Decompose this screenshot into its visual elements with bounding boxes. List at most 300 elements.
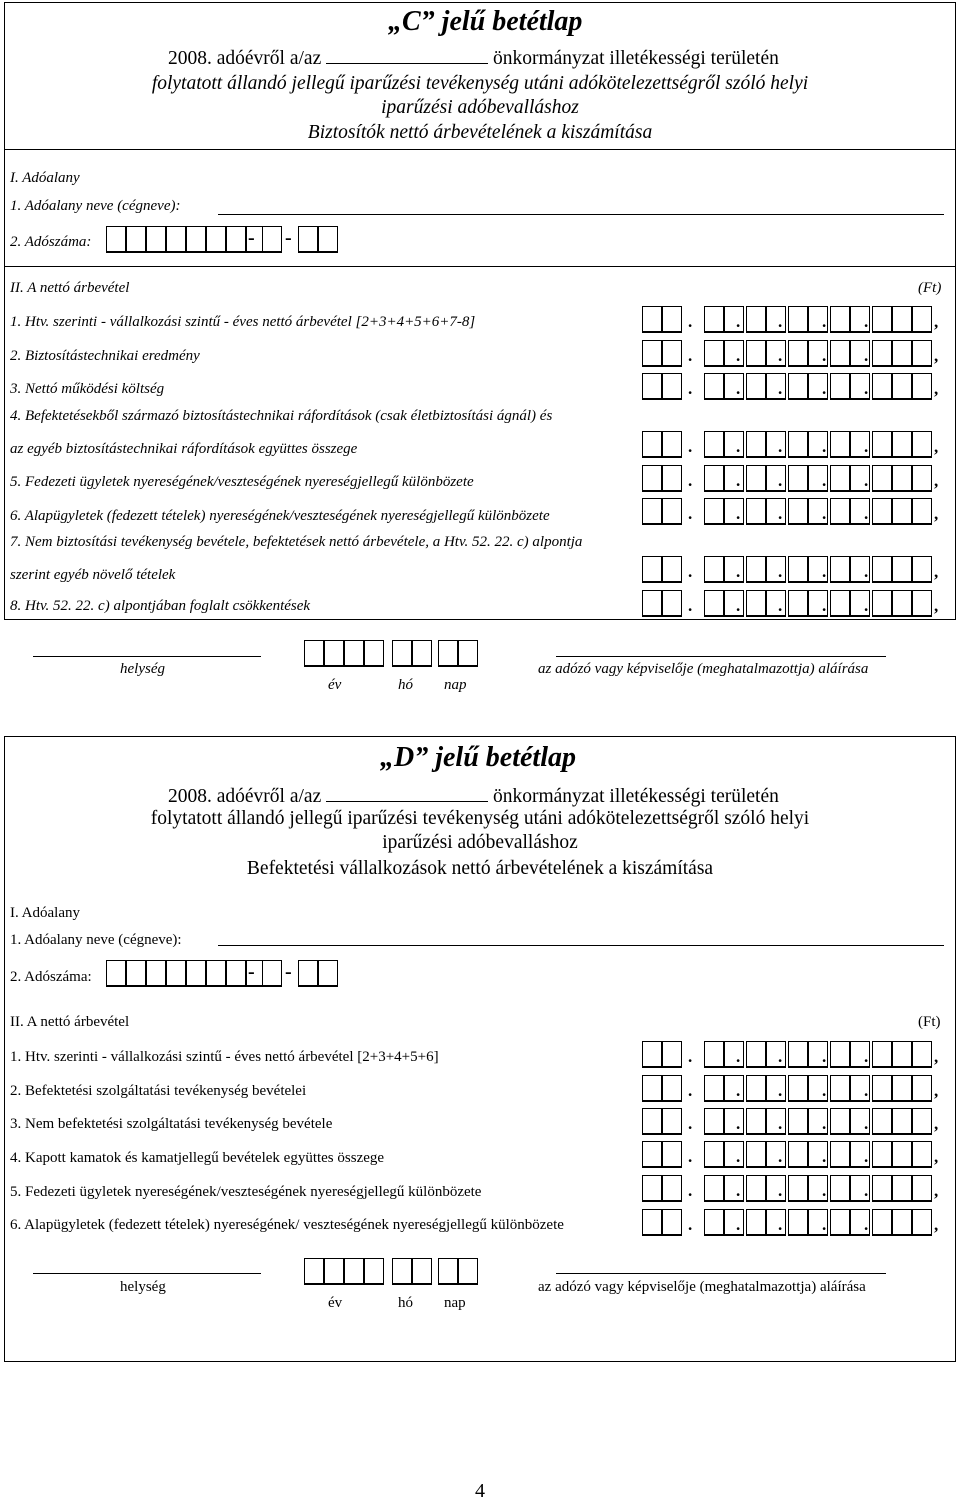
amount-digit-box[interactable]	[892, 556, 912, 583]
amount-dot: .	[736, 1047, 741, 1066]
amount-digit-box[interactable]	[892, 1075, 912, 1102]
amount-digit-box[interactable]	[746, 373, 766, 400]
taxnum-box[interactable]	[262, 226, 282, 253]
taxnum-box[interactable]	[226, 226, 246, 253]
amount-field[interactable]	[642, 431, 942, 458]
amount-digit-box[interactable]	[766, 431, 786, 458]
taxnum-box[interactable]	[186, 226, 206, 253]
amount-dot: .	[778, 1081, 783, 1100]
amount-digit-box[interactable]	[912, 340, 932, 367]
amount-digit-box[interactable]	[912, 498, 932, 525]
amount-digit-box[interactable]	[892, 465, 912, 492]
amount-digit-box[interactable]	[872, 1141, 892, 1168]
amount-digit-box[interactable]	[746, 556, 766, 583]
amount-digit-box[interactable]	[642, 556, 662, 583]
amount-digit-box[interactable]	[872, 1075, 892, 1102]
amount-digit-box[interactable]	[912, 1075, 932, 1102]
amount-digit-box[interactable]	[788, 556, 808, 583]
taxnum-box[interactable]	[126, 960, 146, 987]
amount-digit-box[interactable]	[872, 373, 892, 400]
amount-dot: .	[688, 1081, 693, 1100]
sheet-d-line2: folytatott állandó jellegű iparűzési tevékenység utáni adókötelezettségről szóló helyi	[150, 808, 810, 829]
amount-digit-box[interactable]	[892, 1108, 912, 1135]
taxnum-box[interactable]	[126, 226, 146, 253]
taxnum-box[interactable]	[186, 960, 206, 987]
amount-digit-box[interactable]	[892, 1141, 912, 1168]
amount-digit-box[interactable]	[724, 340, 744, 367]
amount-dot: .	[688, 562, 693, 581]
row-label-continued: az egyéb biztosítástechnikai ráfordítások együttes összege	[10, 441, 358, 457]
amount-digit-box[interactable]	[704, 1209, 724, 1236]
amount-digit-box[interactable]	[788, 590, 808, 617]
amount-digit-box[interactable]	[724, 1141, 744, 1168]
amount-digit-box[interactable]	[662, 1041, 682, 1068]
amount-digit-box[interactable]	[872, 1175, 892, 1202]
amount-dot: .	[778, 504, 783, 523]
amount-digit-box[interactable]	[724, 431, 744, 458]
amount-dot: .	[778, 471, 783, 490]
amount-digit-box[interactable]	[724, 1041, 744, 1068]
amount-dot: .	[688, 1181, 693, 1200]
amount-digit-box[interactable]	[662, 498, 682, 525]
taxnum-box[interactable]	[166, 226, 186, 253]
date-digit-box[interactable]	[412, 1258, 432, 1285]
amount-digit-box[interactable]	[892, 498, 912, 525]
sheet-d-line3: iparűzési adóbevalláshoz	[382, 832, 578, 853]
amount-digit-box[interactable]	[724, 1108, 744, 1135]
amount-digit-box[interactable]	[872, 1209, 892, 1236]
amount-digit-box[interactable]	[746, 306, 766, 333]
amount-dot: .	[864, 504, 869, 523]
sheet-c-place-label: helység	[120, 661, 165, 677]
amount-digit-box[interactable]	[766, 1041, 786, 1068]
amount-digit-box[interactable]	[788, 373, 808, 400]
amount-comma: ,	[934, 1081, 939, 1100]
taxnum-box[interactable]	[106, 226, 126, 253]
taxnum-box[interactable]	[206, 960, 226, 987]
amount-dot: .	[822, 1147, 827, 1166]
row-label: 4. Befektetésekből származó biztosítástechnikai ráfordítások (csak életbiztosítási ágnál) és	[10, 408, 553, 424]
amount-digit-box[interactable]	[642, 1141, 662, 1168]
date-digit-box[interactable]	[344, 1258, 364, 1285]
sheet-c-section1: I. Adóalany	[10, 170, 80, 186]
amount-dot: .	[864, 562, 869, 581]
amount-dot: .	[822, 437, 827, 456]
amount-digit-box[interactable]	[746, 1041, 766, 1068]
amount-digit-box[interactable]	[912, 1209, 932, 1236]
amount-digit-box[interactable]	[912, 556, 932, 583]
amount-dot: .	[864, 1215, 869, 1234]
amount-digit-box[interactable]	[662, 306, 682, 333]
row-label: 2. Biztosítástechnikai eredmény	[10, 348, 200, 364]
amount-digit-box[interactable]	[724, 465, 744, 492]
date-digit-box[interactable]	[364, 640, 384, 667]
amount-dot: .	[778, 437, 783, 456]
amount-digit-box[interactable]	[788, 1175, 808, 1202]
amount-digit-box[interactable]	[704, 1041, 724, 1068]
amount-dot: .	[822, 1114, 827, 1133]
amount-digit-box[interactable]	[746, 465, 766, 492]
amount-digit-box[interactable]	[912, 1175, 932, 1202]
sheet-d-name-label: 1. Adóalany neve (cégneve):	[10, 932, 182, 948]
sheet-c-title: „C” jelű betétlap	[388, 6, 583, 37]
amount-digit-box[interactable]	[704, 465, 724, 492]
amount-field[interactable]	[642, 1108, 942, 1135]
amount-field[interactable]	[642, 1175, 942, 1202]
sheet-c-unit: (Ft)	[918, 280, 942, 296]
amount-field[interactable]	[642, 498, 942, 525]
sheet-c-line1-post: önkormányzat illetékességi területén	[492, 48, 779, 69]
amount-field[interactable]	[642, 1209, 942, 1236]
sheet-d-month-label: hó	[398, 1295, 413, 1311]
amount-digit-box[interactable]	[892, 306, 912, 333]
amount-dot: .	[864, 346, 869, 365]
amount-dot: .	[688, 504, 693, 523]
amount-digit-box[interactable]	[662, 1108, 682, 1135]
row-label-continued: szerint egyéb növelő tételek	[10, 567, 176, 583]
amount-dot: .	[822, 504, 827, 523]
amount-digit-box[interactable]	[724, 1175, 744, 1202]
taxnum-box[interactable]	[318, 226, 338, 253]
amount-digit-box[interactable]	[912, 431, 932, 458]
amount-digit-box[interactable]	[912, 465, 932, 492]
sheet-d-line1	[168, 784, 779, 808]
amount-digit-box[interactable]	[642, 590, 662, 617]
amount-digit-box[interactable]	[830, 1209, 850, 1236]
date-digit-box[interactable]	[392, 1258, 412, 1285]
amount-digit-box[interactable]	[766, 1075, 786, 1102]
amount-dot: .	[864, 1114, 869, 1133]
date-digit-box[interactable]	[412, 640, 432, 667]
amount-comma: ,	[934, 346, 939, 365]
amount-dot: .	[736, 1181, 741, 1200]
amount-digit-box[interactable]	[892, 590, 912, 617]
amount-digit-box[interactable]	[766, 590, 786, 617]
amount-digit-box[interactable]	[788, 1209, 808, 1236]
amount-digit-box[interactable]	[662, 1141, 682, 1168]
amount-digit-box[interactable]	[642, 306, 662, 333]
amount-digit-box[interactable]	[766, 1209, 786, 1236]
date-digit-box[interactable]	[458, 640, 478, 667]
date-digit-box[interactable]	[324, 1258, 344, 1285]
sheet-d-municipality-field[interactable]	[326, 784, 488, 802]
amount-dot: .	[778, 312, 783, 331]
amount-comma: ,	[934, 596, 939, 615]
row-label: 2. Befektetési szolgáltatási tevékenység bevételei	[10, 1083, 307, 1099]
sheet-c-year-label: év	[328, 677, 342, 693]
sheet-d-day-label: nap	[444, 1295, 466, 1311]
date-digit-box[interactable]	[364, 1258, 384, 1285]
amount-digit-box[interactable]	[788, 465, 808, 492]
amount-digit-box[interactable]	[662, 373, 682, 400]
taxnum-box[interactable]	[298, 226, 318, 253]
taxnum-box[interactable]	[262, 960, 282, 987]
taxnum-box[interactable]	[146, 960, 166, 987]
amount-digit-box[interactable]	[642, 340, 662, 367]
amount-digit-box[interactable]	[662, 340, 682, 367]
sheet-d-name-field[interactable]	[218, 932, 944, 946]
amount-digit-box[interactable]	[892, 340, 912, 367]
amount-dot: .	[778, 1114, 783, 1133]
amount-dot: .	[688, 1047, 693, 1066]
amount-digit-box[interactable]	[912, 1141, 932, 1168]
amount-digit-box[interactable]	[892, 1209, 912, 1236]
date-digit-box[interactable]	[392, 640, 412, 667]
amount-digit-box[interactable]	[662, 556, 682, 583]
amount-field[interactable]	[642, 465, 942, 492]
row-label: 5. Fedezeti ügyletek nyereségének/veszteségének nyereségjellegű különbözete	[10, 1184, 482, 1200]
amount-comma: ,	[934, 1215, 939, 1234]
amount-digit-box[interactable]	[788, 306, 808, 333]
date-digit-box[interactable]	[438, 1258, 458, 1285]
amount-dot: .	[736, 1081, 741, 1100]
amount-digit-box[interactable]	[642, 498, 662, 525]
amount-digit-box[interactable]	[872, 556, 892, 583]
amount-digit-box[interactable]	[872, 498, 892, 525]
row-label: 3. Nem befektetési szolgáltatási tevékenység bevétele	[10, 1116, 333, 1132]
amount-dot: .	[778, 1181, 783, 1200]
amount-digit-box[interactable]	[724, 556, 744, 583]
row-label: 1. Htv. szerinti - vállalkozási szintű - éves nettó árbevétel [2+3+4+5+6]	[10, 1049, 439, 1065]
amount-digit-box[interactable]	[830, 465, 850, 492]
amount-digit-box[interactable]	[746, 1141, 766, 1168]
amount-digit-box[interactable]	[642, 1108, 662, 1135]
amount-digit-box[interactable]	[872, 1041, 892, 1068]
amount-digit-box[interactable]	[704, 1175, 724, 1202]
amount-field[interactable]	[642, 590, 942, 617]
amount-digit-box[interactable]	[746, 590, 766, 617]
amount-digit-box[interactable]	[704, 1075, 724, 1102]
amount-digit-box[interactable]	[724, 373, 744, 400]
sheet-c-line1-pre: 2008. adóévről a/az	[168, 48, 322, 69]
amount-digit-box[interactable]	[830, 1141, 850, 1168]
amount-digit-box[interactable]	[704, 590, 724, 617]
amount-digit-box[interactable]	[746, 340, 766, 367]
amount-digit-box[interactable]	[830, 1075, 850, 1102]
taxnum-box[interactable]	[206, 226, 226, 253]
amount-digit-box[interactable]	[642, 1175, 662, 1202]
amount-field[interactable]	[642, 1141, 942, 1168]
amount-dot: .	[736, 379, 741, 398]
taxnum-box[interactable]	[226, 960, 246, 987]
amount-dot: .	[688, 1114, 693, 1133]
amount-digit-box[interactable]	[872, 1108, 892, 1135]
amount-digit-box[interactable]	[704, 431, 724, 458]
amount-field[interactable]	[642, 340, 942, 367]
sheet-d-section2: II. A nettó árbevétel	[10, 1014, 130, 1030]
amount-digit-box[interactable]	[662, 465, 682, 492]
amount-digit-box[interactable]	[724, 306, 744, 333]
amount-digit-box[interactable]	[788, 498, 808, 525]
amount-digit-box[interactable]	[912, 590, 932, 617]
amount-digit-box[interactable]	[642, 1209, 662, 1236]
amount-digit-box[interactable]	[872, 340, 892, 367]
amount-digit-box[interactable]	[704, 556, 724, 583]
amount-digit-box[interactable]	[766, 556, 786, 583]
amount-digit-box[interactable]	[830, 1175, 850, 1202]
date-digit-box[interactable]	[344, 640, 364, 667]
amount-digit-box[interactable]	[746, 431, 766, 458]
amount-digit-box[interactable]	[704, 340, 724, 367]
amount-dot: .	[822, 562, 827, 581]
amount-comma: ,	[934, 1181, 939, 1200]
amount-digit-box[interactable]	[766, 373, 786, 400]
amount-dot: .	[778, 562, 783, 581]
taxnum-box[interactable]	[298, 960, 318, 987]
amount-digit-box[interactable]	[830, 1041, 850, 1068]
amount-digit-box[interactable]	[830, 431, 850, 458]
date-digit-box[interactable]	[304, 640, 324, 667]
amount-digit-box[interactable]	[662, 1209, 682, 1236]
amount-digit-box[interactable]	[662, 1175, 682, 1202]
date-digit-box[interactable]	[324, 640, 344, 667]
amount-digit-box[interactable]	[642, 465, 662, 492]
amount-digit-box[interactable]	[746, 1175, 766, 1202]
amount-digit-box[interactable]	[746, 1209, 766, 1236]
sheet-c-municipality-field[interactable]	[326, 46, 488, 64]
sheet-d-subtitle: Befektetési vállalkozások nettó árbevételének a kiszámítása	[246, 858, 714, 879]
amount-digit-box[interactable]	[662, 431, 682, 458]
sheet-c-line2: folytatott állandó jellegű iparűzési tevékenység utáni adókötelezettségről szóló helyi	[151, 73, 809, 94]
amount-digit-box[interactable]	[912, 1041, 932, 1068]
amount-dot: .	[822, 596, 827, 615]
amount-digit-box[interactable]	[830, 590, 850, 617]
amount-dot: .	[864, 1147, 869, 1166]
amount-digit-box[interactable]	[724, 1075, 744, 1102]
amount-digit-box[interactable]	[872, 431, 892, 458]
amount-field[interactable]	[642, 556, 942, 583]
amount-dot: .	[736, 346, 741, 365]
amount-digit-box[interactable]	[830, 373, 850, 400]
amount-digit-box[interactable]	[704, 1141, 724, 1168]
amount-digit-box[interactable]	[724, 1209, 744, 1236]
amount-digit-box[interactable]	[912, 1108, 932, 1135]
amount-digit-box[interactable]	[892, 431, 912, 458]
amount-dot: .	[688, 437, 693, 456]
amount-comma: ,	[934, 312, 939, 331]
amount-dot: .	[778, 379, 783, 398]
amount-digit-box[interactable]	[642, 1041, 662, 1068]
amount-field[interactable]	[642, 1075, 942, 1102]
sheet-d-sign-line	[556, 1273, 886, 1274]
amount-digit-box[interactable]	[704, 306, 724, 333]
amount-digit-box[interactable]	[766, 306, 786, 333]
amount-digit-box[interactable]	[746, 1075, 766, 1102]
amount-digit-box[interactable]	[766, 1141, 786, 1168]
row-label: 7. Nem biztosítási tevékenység bevétele, befektetések nettó árbevétele, a Htv. 52. 22. c) alpontja	[10, 534, 583, 550]
amount-digit-box[interactable]	[788, 340, 808, 367]
amount-dot: .	[688, 471, 693, 490]
amount-digit-box[interactable]	[662, 1075, 682, 1102]
amount-dot: .	[736, 1147, 741, 1166]
amount-dot: .	[736, 504, 741, 523]
sheet-d-section1: I. Adóalany	[10, 905, 80, 921]
sheet-c-section2: II. A nettó árbevétel	[10, 280, 130, 296]
amount-digit-box[interactable]	[704, 1108, 724, 1135]
amount-digit-box[interactable]	[830, 1108, 850, 1135]
amount-digit-box[interactable]	[788, 1041, 808, 1068]
amount-comma: ,	[934, 471, 939, 490]
amount-digit-box[interactable]	[892, 1175, 912, 1202]
amount-digit-box[interactable]	[724, 590, 744, 617]
amount-digit-box[interactable]	[830, 340, 850, 367]
amount-digit-box[interactable]	[642, 1075, 662, 1102]
sheet-d-unit: (Ft)	[918, 1014, 941, 1030]
amount-dot: .	[736, 562, 741, 581]
row-label: 8. Htv. 52. 22. c) alpontjában foglalt csökkentések	[10, 598, 311, 614]
amount-digit-box[interactable]	[766, 1108, 786, 1135]
amount-dot: .	[688, 1215, 693, 1234]
amount-field[interactable]	[642, 306, 942, 333]
amount-digit-box[interactable]	[766, 340, 786, 367]
amount-digit-box[interactable]	[662, 590, 682, 617]
sheet-c-taxnum-label: 2. Adószáma:	[10, 234, 92, 250]
amount-dot: .	[778, 1215, 783, 1234]
amount-dot: .	[822, 346, 827, 365]
amount-digit-box[interactable]	[788, 1141, 808, 1168]
amount-digit-box[interactable]	[788, 1108, 808, 1135]
amount-digit-box[interactable]	[704, 373, 724, 400]
taxnum-box[interactable]	[106, 960, 126, 987]
amount-digit-box[interactable]	[766, 498, 786, 525]
amount-digit-box[interactable]	[704, 498, 724, 525]
amount-digit-box[interactable]	[872, 590, 892, 617]
sheet-c-day-label: nap	[444, 677, 467, 693]
amount-digit-box[interactable]	[642, 431, 662, 458]
sheet-c-name-field[interactable]	[218, 199, 944, 215]
amount-dot: .	[822, 1047, 827, 1066]
amount-digit-box[interactable]	[830, 498, 850, 525]
date-digit-box[interactable]	[304, 1258, 324, 1285]
amount-digit-box[interactable]	[724, 498, 744, 525]
amount-dot: .	[688, 1147, 693, 1166]
amount-digit-box[interactable]	[788, 431, 808, 458]
sheet-c-subtitle: Biztosítók nettó árbevételének a kiszámítása	[307, 122, 653, 143]
amount-digit-box[interactable]	[872, 465, 892, 492]
amount-dot: .	[864, 1081, 869, 1100]
amount-digit-box[interactable]	[642, 373, 662, 400]
taxnum-box[interactable]	[146, 226, 166, 253]
row-label: 6. Alapügyletek (fedezett tételek) nyereségének/veszteségének nyereségjellegű különbözete	[10, 508, 550, 524]
amount-dot: .	[778, 346, 783, 365]
amount-digit-box[interactable]	[766, 1175, 786, 1202]
taxnum-box[interactable]	[318, 960, 338, 987]
amount-digit-box[interactable]	[830, 556, 850, 583]
amount-digit-box[interactable]	[892, 373, 912, 400]
amount-field[interactable]	[642, 373, 942, 400]
amount-digit-box[interactable]	[746, 498, 766, 525]
amount-comma: ,	[934, 437, 939, 456]
amount-dot: .	[864, 437, 869, 456]
amount-comma: ,	[934, 504, 939, 523]
amount-digit-box[interactable]	[788, 1075, 808, 1102]
amount-field[interactable]	[642, 1041, 942, 1068]
date-digit-box[interactable]	[458, 1258, 478, 1285]
amount-digit-box[interactable]	[766, 465, 786, 492]
amount-comma: ,	[934, 1114, 939, 1133]
amount-digit-box[interactable]	[872, 306, 892, 333]
amount-dot: .	[822, 312, 827, 331]
taxnum-box[interactable]	[166, 960, 186, 987]
amount-digit-box[interactable]	[912, 373, 932, 400]
amount-digit-box[interactable]	[912, 306, 932, 333]
amount-dot: .	[736, 1114, 741, 1133]
amount-digit-box[interactable]	[830, 306, 850, 333]
date-digit-box[interactable]	[438, 640, 458, 667]
amount-digit-box[interactable]	[892, 1041, 912, 1068]
amount-dot: .	[778, 1147, 783, 1166]
amount-digit-box[interactable]	[746, 1108, 766, 1135]
